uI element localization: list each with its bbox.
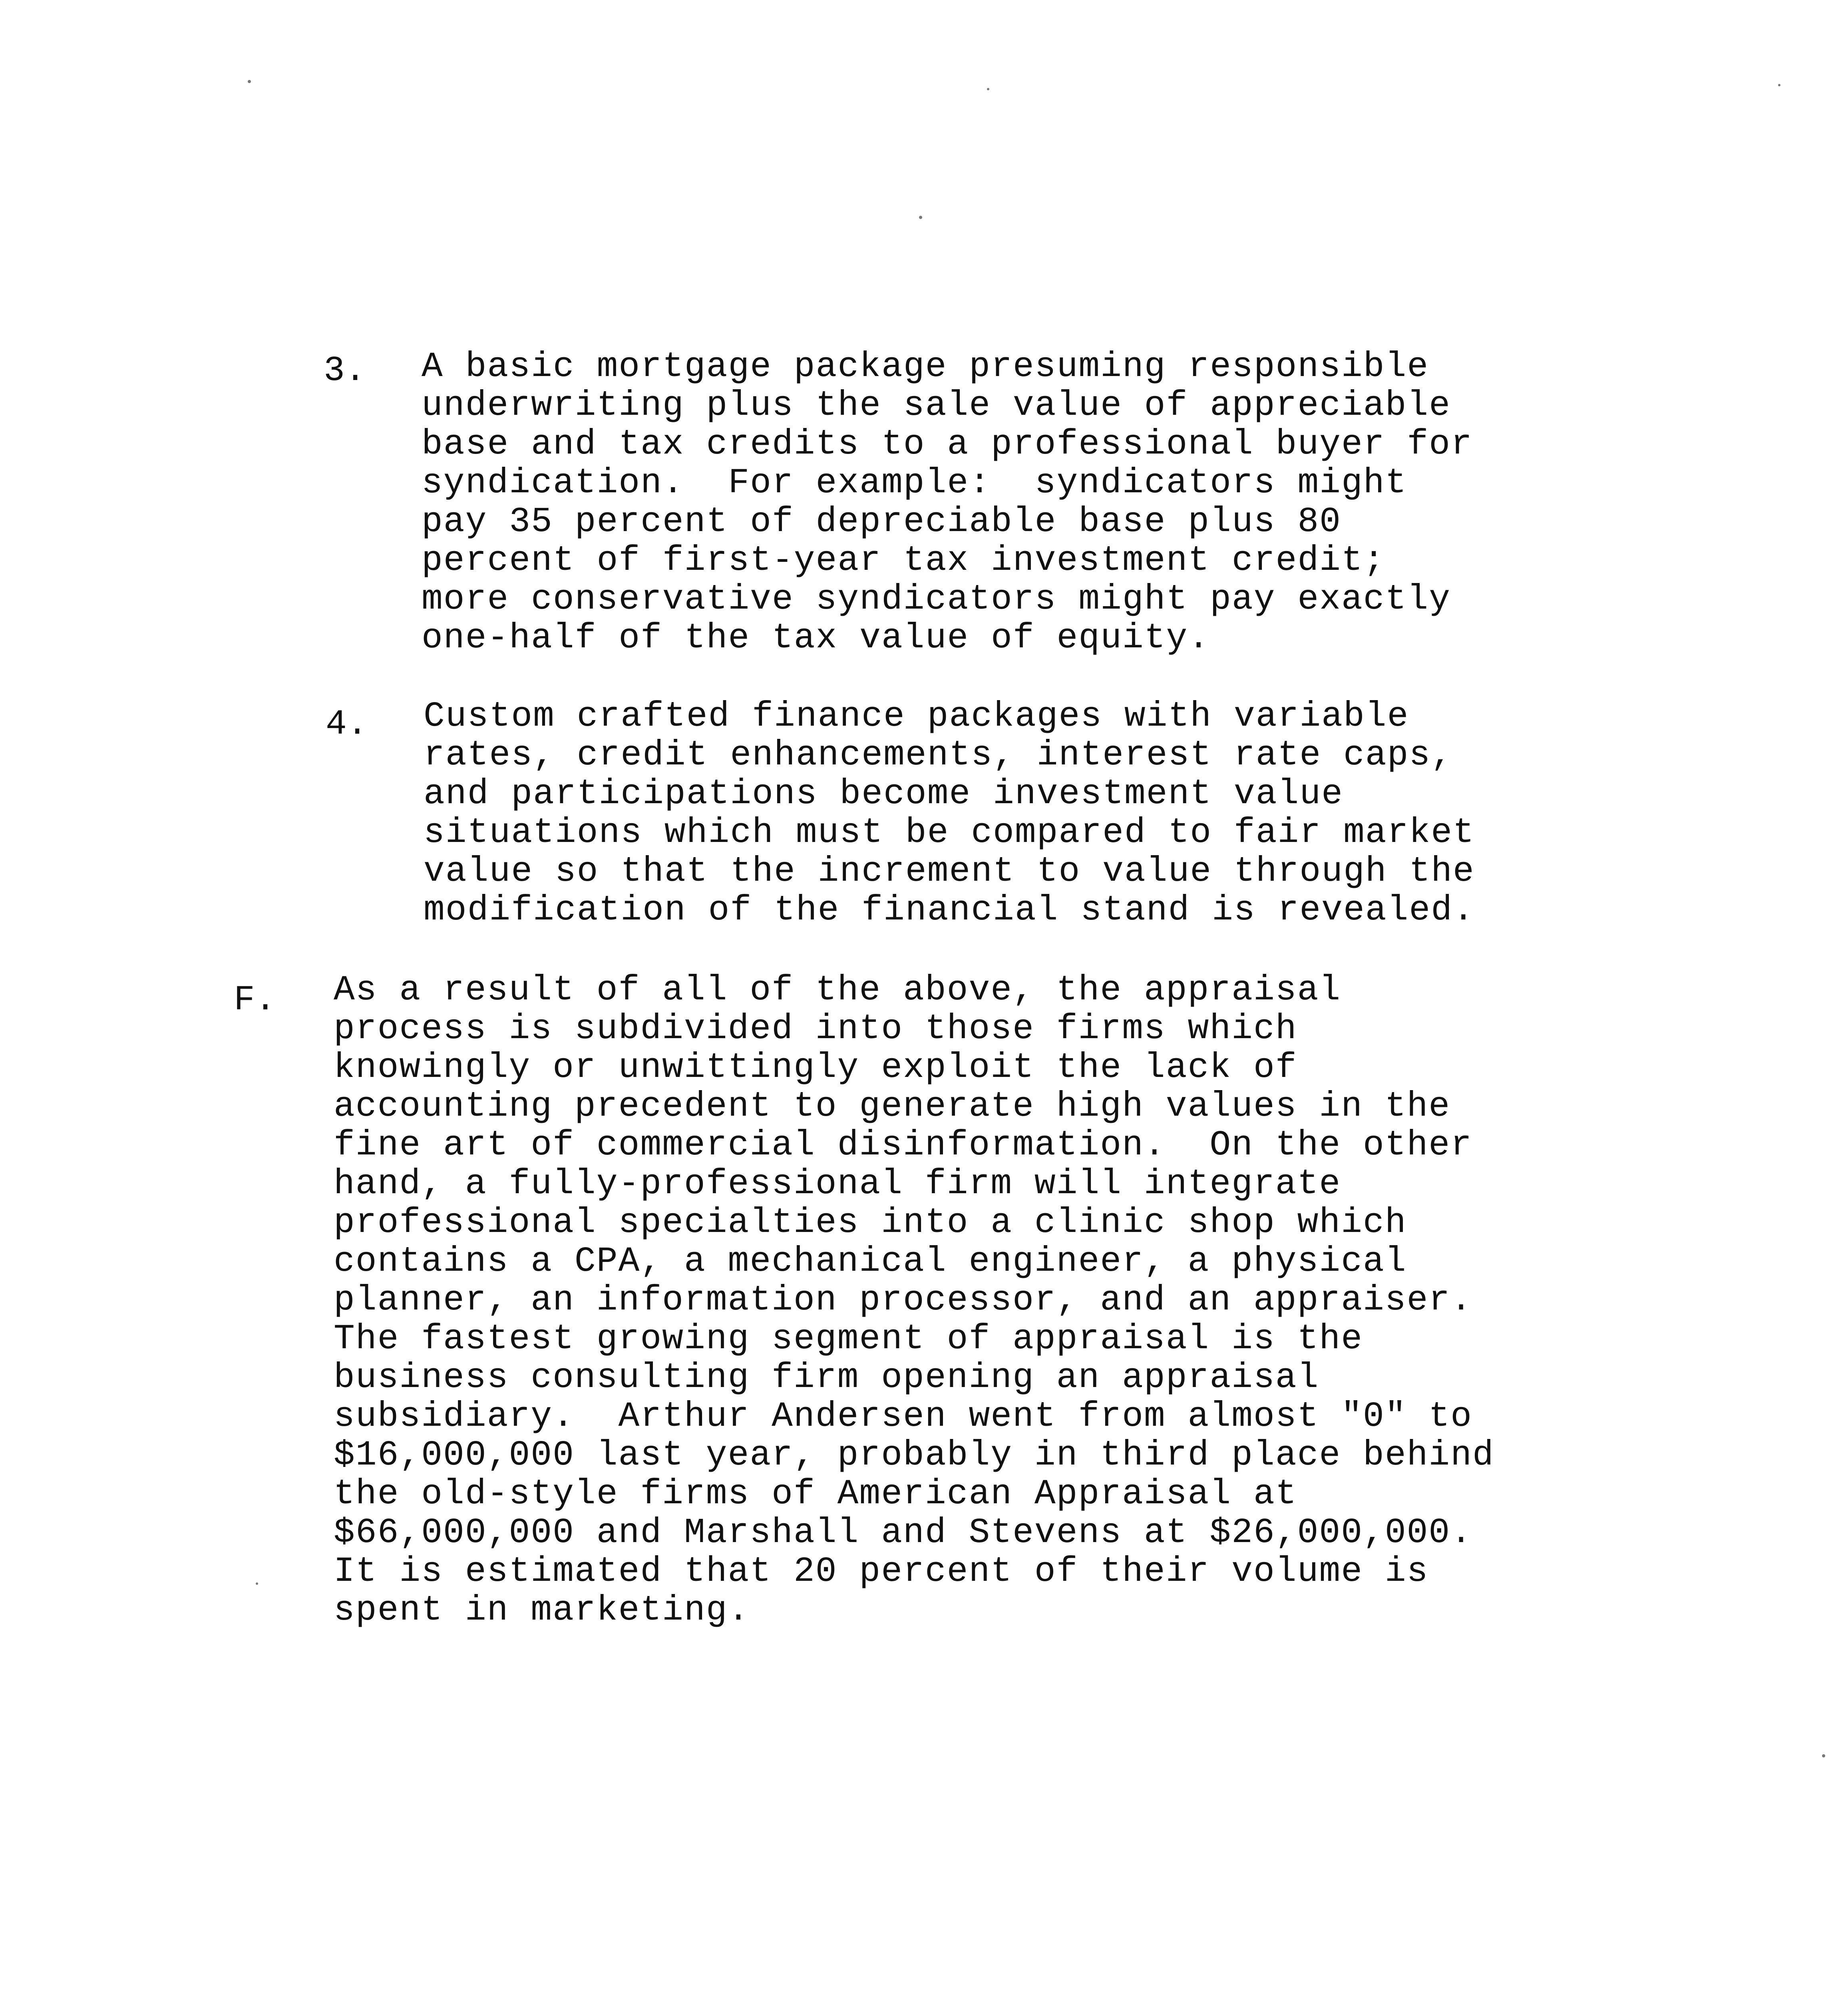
- item-f-line: accounting precedent to generate high values in the: [334, 1087, 1451, 1126]
- item-3-line: more conservative syndicators might pay exactly: [422, 580, 1451, 619]
- item-3-line: underwriting plus the sale value of appreciable: [422, 386, 1451, 426]
- item-3-line: one-half of the tax value of equity.: [422, 619, 1210, 658]
- item-3-paragraph: [422, 348, 1620, 658]
- item-f-line: subsidiary. Arthur Andersen went from almost "0" to: [334, 1397, 1473, 1437]
- item-4-line: modification of the financial stand is revealed.: [424, 891, 1475, 930]
- item-4-line: and participations become investment value: [424, 774, 1343, 814]
- scan-speck: [248, 80, 251, 83]
- item-3-line: base and tax credits to a professional buyer for: [422, 425, 1473, 464]
- item-f-line: professional specialties into a clinic shop which: [334, 1203, 1407, 1243]
- item-f-line: process is subdivided into those firms which: [334, 1009, 1297, 1049]
- item-f-line: The fastest growing segment of appraisal is the: [334, 1319, 1363, 1359]
- item-f-marker: F.: [234, 981, 276, 1020]
- item-f-line: $16,000,000 last year, probably in third place behind: [334, 1436, 1494, 1475]
- item-3-line: percent of first-year tax investment credit;: [422, 541, 1385, 581]
- item-f-line: planner, an information processor, and an appraiser.: [334, 1281, 1473, 1320]
- item-f-line: the old-style firms of American Appraisal at: [334, 1475, 1297, 1514]
- scan-speck: [919, 216, 922, 219]
- item-4-line: situations which must be compared to fair market: [424, 813, 1475, 853]
- scan-speck: [256, 1582, 258, 1585]
- item-f-paragraph: [334, 971, 1652, 1630]
- item-f-line: spent in marketing.: [334, 1591, 750, 1630]
- item-f-line: knowingly or unwittingly exploit the lack of: [334, 1048, 1297, 1088]
- scan-speck: [1778, 84, 1780, 86]
- item-3-marker: 3.: [324, 351, 366, 391]
- item-4-paragraph: [424, 697, 1622, 930]
- item-f-line: contains a CPA, a mechanical engineer, a physical: [334, 1242, 1407, 1282]
- item-4-line: rates, credit enhancements, interest rate caps,: [424, 736, 1453, 775]
- item-f-line: hand, a fully-professional firm will integrate: [334, 1164, 1341, 1204]
- item-f-line: business consulting firm opening an appraisal: [334, 1358, 1319, 1398]
- item-3-line: pay 35 percent of depreciable base plus 80: [422, 502, 1341, 542]
- item-f-line: $66,000,000 and Marshall and Stevens at $26,000,000.: [334, 1513, 1473, 1553]
- item-f-line: fine art of commercial disinformation. On the other: [334, 1126, 1473, 1165]
- item-f-line: It is estimated that 20 percent of their volume is: [334, 1552, 1429, 1592]
- item-4-marker: 4.: [326, 705, 368, 744]
- scan-speck: [987, 88, 989, 90]
- scan-speck: [1822, 1754, 1825, 1757]
- item-3-line: syndication. For example: syndicators might: [422, 464, 1407, 503]
- item-4-line: Custom crafted finance packages with variable: [424, 697, 1409, 736]
- item-4-line: value so that the increment to value through the: [424, 852, 1475, 892]
- item-3-line: A basic mortgage package presuming responsible: [422, 347, 1429, 387]
- item-f-line: As a result of all of the above, the appraisal: [334, 971, 1341, 1010]
